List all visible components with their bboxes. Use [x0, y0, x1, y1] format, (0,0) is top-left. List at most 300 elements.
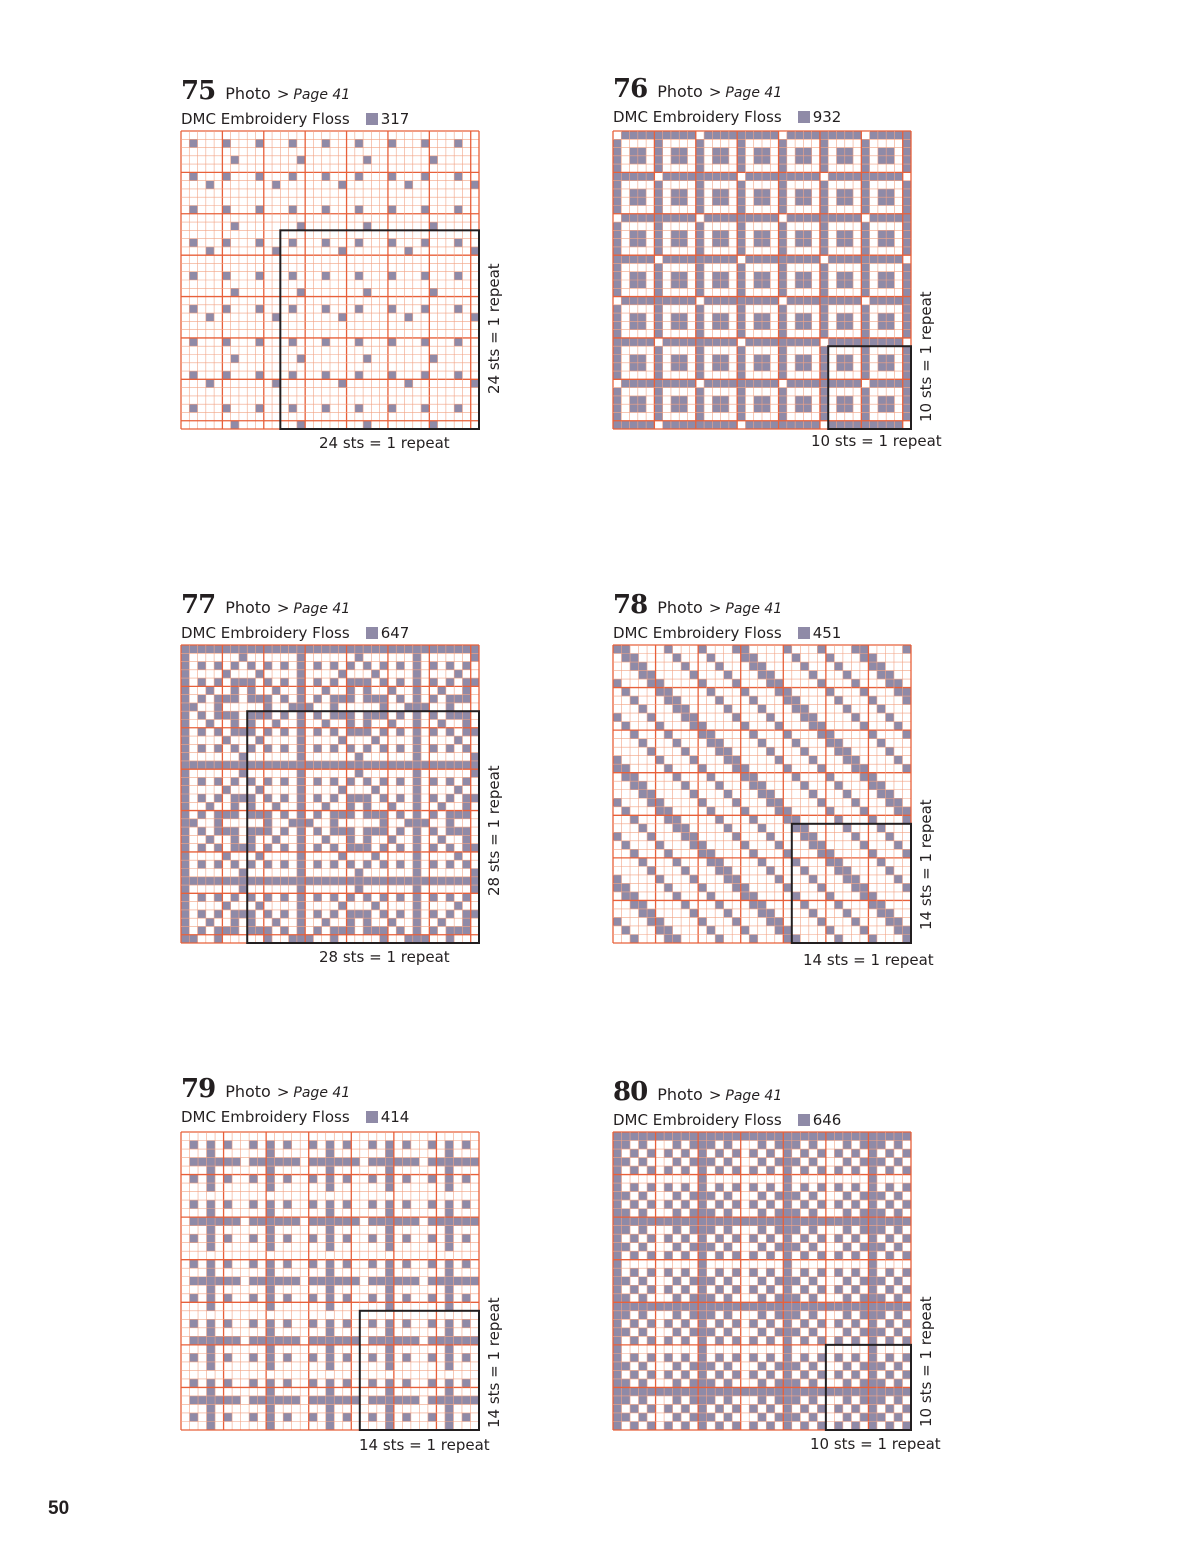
- stitch-cell: [826, 1217, 835, 1226]
- stitch-cell: [347, 844, 355, 852]
- stitch-cell: [903, 396, 911, 404]
- stitch-cell: [826, 739, 835, 748]
- stitch-cell: [679, 313, 687, 321]
- stitch-cell: [749, 1421, 758, 1430]
- stitch-cell: [198, 893, 206, 901]
- stitch-cell: [837, 148, 845, 156]
- stitch-cell: [762, 239, 770, 247]
- stitch-cell: [326, 1396, 335, 1405]
- stitch-cell: [795, 148, 803, 156]
- stitch-cell: [877, 1294, 886, 1303]
- stitch-cell: [388, 835, 396, 843]
- stitch-cell: [613, 181, 621, 189]
- stitch-cell: [326, 1336, 335, 1345]
- stitch-cell: [247, 844, 255, 852]
- stitch-cell: [860, 1413, 869, 1422]
- stitch-cell: [256, 695, 264, 703]
- stitch-cell: [845, 338, 853, 346]
- stitch-chart: [181, 645, 481, 945]
- stitch-cell: [902, 883, 911, 892]
- stitch-cell: [690, 1226, 699, 1235]
- stitch-cell: [347, 777, 355, 785]
- stitch-cell: [671, 280, 679, 288]
- stitch-cell: [206, 918, 214, 926]
- stitch-cell: [860, 654, 869, 663]
- stitch-cell: [639, 781, 648, 790]
- stitch-cell: [903, 197, 911, 205]
- stitch-cell: [413, 935, 421, 943]
- stitch-cell: [621, 214, 629, 222]
- stitch-cell: [878, 230, 886, 238]
- stitch-cell: [792, 1413, 801, 1422]
- stitch-cell: [902, 1200, 911, 1209]
- stitch-cell: [646, 297, 654, 305]
- stitch-cell: [729, 214, 737, 222]
- stitch-cell: [405, 313, 413, 321]
- stitch-cell: [454, 371, 462, 379]
- stitch-cell: [715, 739, 724, 748]
- stitch-cell: [222, 811, 230, 819]
- stitch-cell: [630, 1404, 639, 1413]
- stitch-cell: [297, 653, 305, 661]
- stitch-cell: [779, 388, 787, 396]
- stitch-cell: [902, 1421, 911, 1430]
- stitch-cell: [820, 214, 828, 222]
- stitch-cell: [280, 761, 288, 769]
- stitch-cell: [638, 280, 646, 288]
- stitch-cell: [809, 1209, 818, 1218]
- stitch-cell: [224, 1141, 233, 1150]
- stitch-cell: [671, 239, 679, 247]
- stitch-cell: [853, 255, 861, 263]
- stitch-cell: [853, 172, 861, 180]
- stitch-cell: [454, 272, 462, 280]
- floss-info: [613, 1111, 841, 1129]
- stitch-cell: [817, 679, 826, 688]
- stitch-cell: [222, 206, 230, 214]
- stitch-cell: [198, 827, 206, 835]
- stitch-cell: [737, 330, 745, 338]
- stitch-cell: [388, 918, 396, 926]
- stitch-cell: [795, 239, 803, 247]
- stitch-cell: [309, 1413, 318, 1422]
- stitch-cell: [698, 1175, 707, 1184]
- stitch-cell: [754, 148, 762, 156]
- stitch-cell: [803, 255, 811, 263]
- stitch-cell: [681, 662, 690, 671]
- stitch-cell: [222, 761, 230, 769]
- stitch-cell: [239, 877, 247, 885]
- stitch-cell: [421, 305, 429, 313]
- stitch-cell: [445, 1183, 454, 1192]
- stitch-cell: [812, 214, 820, 222]
- stitch-cell: [820, 321, 828, 329]
- stitch-cell: [792, 773, 801, 782]
- stitch-cell: [886, 172, 894, 180]
- stitch-cell: [820, 139, 828, 147]
- stitch-cell: [688, 255, 696, 263]
- floss-info: [613, 108, 841, 126]
- stitch-cell: [613, 1268, 622, 1277]
- stitch-cell: [679, 396, 687, 404]
- stitch-cell: [843, 1413, 852, 1422]
- stitch-cell: [347, 720, 355, 728]
- stitch-cell: [207, 1396, 216, 1405]
- stitch-cell: [878, 197, 886, 205]
- stitch-cell: [775, 1294, 784, 1303]
- stitch-cell: [795, 272, 803, 280]
- stitch-cell: [289, 305, 297, 313]
- stitch-cell: [181, 777, 189, 785]
- stitch-cell: [861, 164, 869, 172]
- stitch-cell: [347, 893, 355, 901]
- stitch-cell: [690, 790, 699, 799]
- stitch-cell: [885, 1387, 894, 1396]
- stitch-cell: [877, 1192, 886, 1201]
- floss-info: [181, 624, 409, 642]
- stitch-cell: [363, 678, 371, 686]
- stitch-cell: [894, 722, 903, 731]
- stitch-cell: [413, 835, 421, 843]
- stitch-cell: [247, 777, 255, 785]
- stitch-cell: [654, 164, 662, 172]
- stitch-cell: [860, 722, 869, 731]
- stitch-cell: [429, 711, 437, 719]
- stitch-cell: [405, 645, 413, 653]
- stitch-cell: [698, 1192, 707, 1201]
- stitch-cell: [758, 671, 767, 680]
- stitch-cell: [305, 703, 313, 711]
- stitch-cell: [647, 747, 656, 756]
- stitch-cell: [613, 1260, 622, 1269]
- stitch-cell: [396, 711, 404, 719]
- stitch-cell: [207, 1277, 216, 1286]
- stitch-cell: [264, 794, 272, 802]
- stitch-cell: [289, 139, 297, 147]
- stitch-cell: [214, 728, 222, 736]
- stitch-cell: [712, 396, 720, 404]
- stitch-cell: [613, 1370, 622, 1379]
- stitch-cell: [800, 1285, 809, 1294]
- stitch-cell: [783, 1200, 792, 1209]
- stitch-cell: [870, 255, 878, 263]
- stitch-cell: [745, 131, 753, 139]
- stitch-cell: [309, 1277, 318, 1286]
- stitch-cell: [380, 926, 388, 934]
- stitch-cell: [272, 918, 280, 926]
- floss-label: DMC Embroidery Floss: [181, 1108, 350, 1126]
- stitch-cell: [894, 1192, 903, 1201]
- stitch-cell: [783, 688, 792, 697]
- stitch-cell: [779, 255, 787, 263]
- stitch-cell: [762, 214, 770, 222]
- stitch-cell: [638, 131, 646, 139]
- stitch-cell: [868, 1149, 877, 1158]
- stitch-cell: [181, 852, 189, 860]
- stitch-cell: [762, 255, 770, 263]
- page-reference: Page 41: [293, 601, 351, 617]
- stitch-cell: [355, 139, 363, 147]
- stitch-cell: [181, 786, 189, 794]
- stitch-cell: [638, 148, 646, 156]
- stitch-cell: [214, 935, 222, 943]
- stitch-cell: [698, 1345, 707, 1354]
- stitch-cell: [724, 1141, 733, 1150]
- stitch-cell: [639, 1413, 648, 1422]
- stitch-cell: [698, 1387, 707, 1396]
- stitch-cell: [402, 1396, 411, 1405]
- stitch-cell: [741, 645, 750, 654]
- stitch-cell: [834, 1336, 843, 1345]
- stitch-cell: [313, 728, 321, 736]
- stitch-cell: [673, 1413, 682, 1422]
- stitch-cell: [413, 860, 421, 868]
- stitch-cell: [656, 807, 665, 816]
- stitch-cell: [779, 148, 787, 156]
- stitch-cell: [385, 1175, 394, 1184]
- stitch-cell: [690, 1243, 699, 1252]
- stitch-cell: [405, 379, 413, 387]
- stitch-cell: [878, 189, 886, 197]
- floss-info: [613, 624, 841, 642]
- stitch-cell: [779, 206, 787, 214]
- stitch-cell: [673, 1396, 682, 1405]
- stitch-cell: [894, 131, 902, 139]
- stitch-cell: [795, 197, 803, 205]
- stitch-cell: [885, 909, 894, 918]
- stitch-cell: [707, 1328, 716, 1337]
- stitch-cell: [834, 1200, 843, 1209]
- stitch-cell: [902, 1336, 911, 1345]
- stitch-cell: [792, 1277, 801, 1286]
- stitch-cell: [181, 827, 189, 835]
- stitch-cell: [741, 773, 750, 782]
- stitch-cell: [845, 214, 853, 222]
- stitch-cell: [639, 1311, 648, 1320]
- stitch-cell: [724, 1396, 733, 1405]
- stitch-cell: [630, 1302, 639, 1311]
- stitch-cell: [247, 811, 255, 819]
- stitch-cell: [671, 363, 679, 371]
- stitch-cell: [766, 1268, 775, 1277]
- stitch-cell: [902, 934, 911, 943]
- stitch-cell: [322, 918, 330, 926]
- stitch-cell: [698, 883, 707, 892]
- stitch-cell: [446, 910, 454, 918]
- stitch-cell: [758, 1243, 767, 1252]
- stitch-cell: [732, 1183, 741, 1192]
- stitch-cell: [724, 756, 733, 765]
- stitch-cell: [673, 1277, 682, 1286]
- stitch-cell: [622, 926, 631, 935]
- stitch-cell: [266, 1379, 275, 1388]
- stitch-cell: [355, 239, 363, 247]
- stitch-cell: [877, 662, 886, 671]
- stitch-cell: [231, 777, 239, 785]
- stitch-cell: [647, 1217, 656, 1226]
- stitch-cell: [445, 1158, 454, 1167]
- stitch-cell: [749, 892, 758, 901]
- stitch-cell: [231, 222, 239, 230]
- stitch-cell: [297, 156, 305, 164]
- stitch-cell: [385, 1353, 394, 1362]
- stitch-cell: [471, 910, 479, 918]
- stitch-cell: [894, 798, 903, 807]
- stitch-cell: [679, 197, 687, 205]
- stitch-cell: [696, 346, 704, 354]
- stitch-cell: [231, 918, 239, 926]
- stitch-cell: [749, 1404, 758, 1413]
- stitch-cell: [762, 131, 770, 139]
- stitch-cell: [630, 1319, 639, 1328]
- stitch-cell: [754, 280, 762, 288]
- stitch-cell: [630, 297, 638, 305]
- stitch-cell: [696, 288, 704, 296]
- stitch-cell: [266, 1328, 275, 1337]
- stitch-cell: [885, 1319, 894, 1328]
- stitch-cell: [681, 824, 690, 833]
- stitch-cell: [363, 744, 371, 752]
- stitch-cell: [758, 1294, 767, 1303]
- stitch-cell: [737, 214, 745, 222]
- stitch-cell: [622, 722, 631, 731]
- stitch-cell: [613, 272, 621, 280]
- stitch-cell: [413, 827, 421, 835]
- stitch-cell: [317, 1277, 326, 1286]
- stitch-cell: [878, 404, 886, 412]
- stitch-cell: [428, 1277, 437, 1286]
- stitch-cell: [851, 1319, 860, 1328]
- stitch-cell: [613, 679, 622, 688]
- stitch-cell: [647, 1336, 656, 1345]
- stitch-cell: [377, 1217, 386, 1226]
- stitch-cell: [795, 189, 803, 197]
- stitch-cell: [266, 1226, 275, 1235]
- stitch-cell: [471, 645, 479, 653]
- stitch-cell: [297, 695, 305, 703]
- stitch-cell: [795, 363, 803, 371]
- stitch-cell: [681, 1285, 690, 1294]
- stitch-cell: [413, 645, 421, 653]
- stitch-cell: [664, 1234, 673, 1243]
- stitch-cell: [338, 313, 346, 321]
- stitch-cell: [707, 1379, 716, 1388]
- stitch-cell: [249, 1175, 258, 1184]
- stitch-cell: [903, 280, 911, 288]
- stitch-cell: [239, 910, 247, 918]
- stitch-cell: [851, 1251, 860, 1260]
- stitch-cell: [207, 1404, 216, 1413]
- stitch-cell: [207, 1319, 216, 1328]
- stitch-cell: [758, 1362, 767, 1371]
- stitch-cell: [363, 761, 371, 769]
- stitch-cell: [338, 736, 346, 744]
- stitch-cell: [671, 421, 679, 429]
- stitch-cell: [471, 877, 479, 885]
- stitch-cell: [681, 1166, 690, 1175]
- stitch-cell: [613, 1132, 622, 1141]
- stitch-cell: [247, 728, 255, 736]
- stitch-cell: [280, 744, 288, 752]
- stitch-cell: [462, 1158, 471, 1167]
- stitch-cell: [355, 910, 363, 918]
- stitch-cell: [749, 1285, 758, 1294]
- stitch-cell: [462, 910, 470, 918]
- repeat-label-horizontal: 10 sts = 1 repeat: [811, 432, 942, 450]
- stitch-cell: [664, 1302, 673, 1311]
- stitch-cell: [334, 1396, 343, 1405]
- stitch-cell: [189, 172, 197, 180]
- stitch-cell: [868, 1404, 877, 1413]
- stitch-cell: [754, 379, 762, 387]
- stitch-cell: [256, 827, 264, 835]
- stitch-cell: [809, 671, 818, 680]
- stitch-cell: [368, 1319, 377, 1328]
- stitch-cell: [845, 421, 853, 429]
- stitch-cell: [613, 1421, 622, 1430]
- stitch-cell: [741, 1132, 750, 1141]
- stitch-cell: [421, 761, 429, 769]
- stitch-cell: [775, 1141, 784, 1150]
- stitch-cell: [851, 1132, 860, 1141]
- stitch-cell: [698, 1311, 707, 1320]
- stitch-cell: [214, 711, 222, 719]
- stitch-cell: [181, 695, 189, 703]
- stitch-cell: [613, 713, 622, 722]
- floss-label: DMC Embroidery Floss: [181, 110, 350, 128]
- stitch-cell: [343, 1175, 352, 1184]
- stitch-cell: [272, 835, 280, 843]
- stitch-cell: [766, 866, 775, 875]
- stitch-cell: [894, 1387, 903, 1396]
- stitch-cell: [783, 1234, 792, 1243]
- stitch-cell: [758, 1209, 767, 1218]
- stitch-cell: [402, 1234, 411, 1243]
- stitch-cell: [817, 1285, 826, 1294]
- stitch-cell: [198, 794, 206, 802]
- floss-label: DMC Embroidery Floss: [613, 108, 782, 126]
- stitch-cell: [732, 1353, 741, 1362]
- stitch-cell: [894, 297, 902, 305]
- stitch-cell: [749, 1200, 758, 1209]
- stitch-cell: [712, 189, 720, 197]
- stitch-cell: [207, 1209, 216, 1218]
- stitch-cell: [402, 1260, 411, 1269]
- stitch-cell: [707, 1277, 716, 1286]
- stitch-cell: [837, 156, 845, 164]
- stitch-cell: [877, 1209, 886, 1218]
- stitch-cell: [638, 421, 646, 429]
- stitch-cell: [783, 1387, 792, 1396]
- stitch-cell: [902, 815, 911, 824]
- stitch-cell: [283, 1319, 292, 1328]
- stitch-cell: [783, 1396, 792, 1405]
- stitch-cell: [820, 189, 828, 197]
- stitch-cell: [803, 379, 811, 387]
- stitch-cell: [283, 1396, 292, 1405]
- stitch-cell: [421, 877, 429, 885]
- stitch-cell: [256, 711, 264, 719]
- stitch-cell: [283, 1200, 292, 1209]
- stitch-cell: [438, 761, 446, 769]
- stitch-cell: [820, 148, 828, 156]
- stitch-cell: [860, 1396, 869, 1405]
- stitch-cell: [758, 1158, 767, 1167]
- stitch-cell: [721, 189, 729, 197]
- stitch-cell: [870, 172, 878, 180]
- stitch-cell: [817, 730, 826, 739]
- stitch-cell: [622, 764, 631, 773]
